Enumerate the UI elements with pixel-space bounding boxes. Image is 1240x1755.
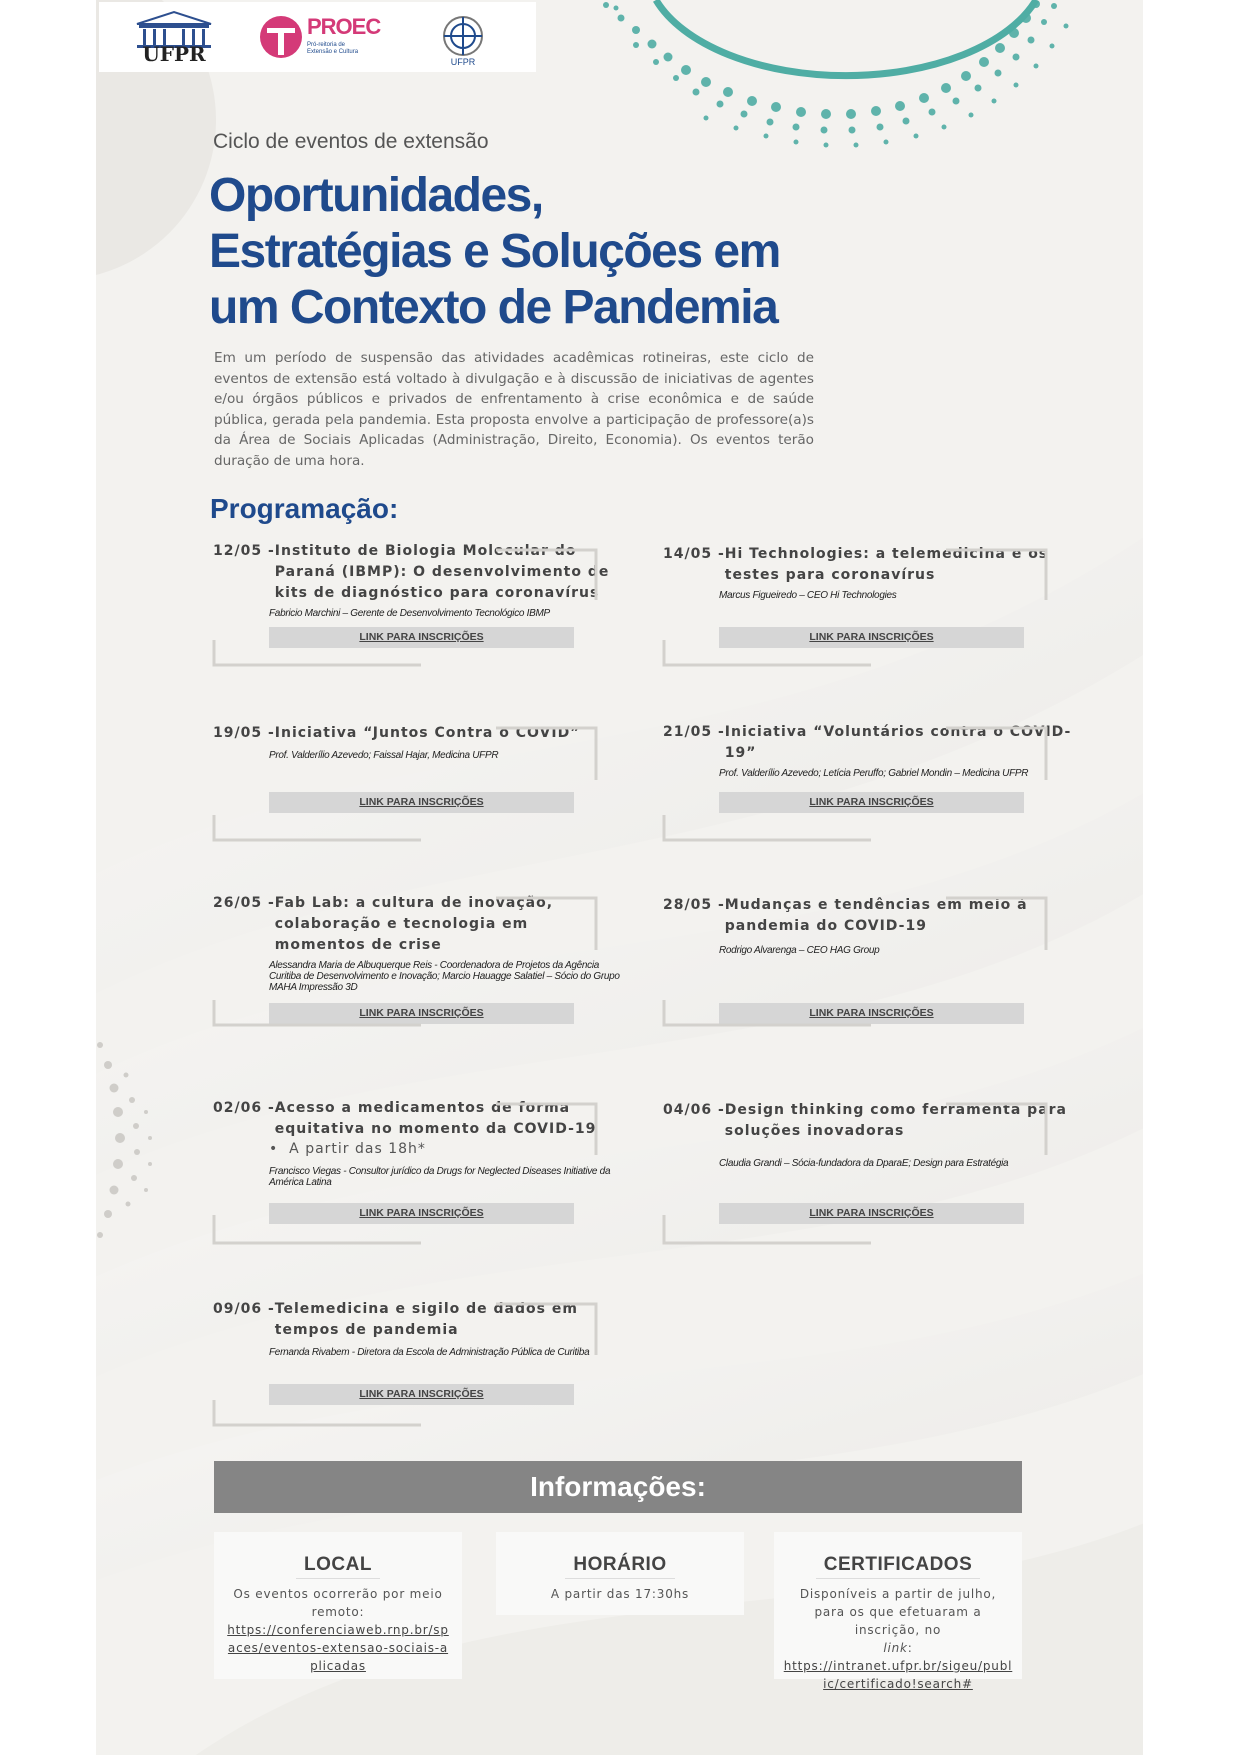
info-card-horario xyxy=(496,1532,744,1615)
event-item xyxy=(663,544,1073,644)
event-item xyxy=(663,1100,1093,1230)
registration-link[interactable]: LINK PARA INSCRIÇÕES xyxy=(269,1384,574,1405)
event-item xyxy=(213,893,623,1023)
registration-link[interactable]: LINK PARA INSCRIÇÕES xyxy=(269,1003,574,1024)
ufpr-seal-text: UFPR xyxy=(450,57,476,67)
registration-link[interactable]: LINK PARA INSCRIÇÕES xyxy=(719,1203,1024,1224)
event-date: 04/06 - xyxy=(663,1102,725,1118)
event-speakers: Prof. Valderílio Azevedo; Letícia Peruffo; Gabriel Mondin – Medicina UFPR xyxy=(719,768,1029,779)
title-line: Estratégias e Soluções em xyxy=(209,225,780,278)
info-card-text: A partir das 17:30hs xyxy=(550,1587,690,1601)
info-card-text: Os eventos ocorrerão por meio remoto: xyxy=(233,1587,443,1619)
info-card-heading: CERTIFICADOS xyxy=(816,1554,981,1579)
intro-paragraph: Em um período de suspensão das atividades acadêmicas rotineiras, este ciclo de eventos de extensão está voltado à divulgação e à discussão de iniciativas de agentes e/ou órgãos públicos e privados de enfrentamento à crise econômica e de saúde pública, gerada pela pandemia. Esta proposta envolve a participação de professore(a)s da Área de Sociais Aplicadas (Administração, Direito, Economia). Os eventos terão duração de uma hora. xyxy=(214,350,814,469)
event-title: Fab Lab: a cultura de inovação, colaboração e tecnologia em momentos de crise xyxy=(274,895,554,953)
info-card-heading: LOCAL xyxy=(296,1554,380,1579)
ufpr-logo-text: UFPR xyxy=(142,42,206,66)
registration-link[interactable]: LINK PARA INSCRIÇÕES xyxy=(269,627,574,648)
title-line: um Contexto de Pandemia xyxy=(209,281,778,334)
event-date: 12/05 - xyxy=(213,543,275,559)
registration-link[interactable]: LINK PARA INSCRIÇÕES xyxy=(269,792,574,813)
bullet-dot: • xyxy=(269,1141,290,1157)
registration-link[interactable]: LINK PARA INSCRIÇÕES xyxy=(719,627,1024,648)
logos-bar xyxy=(99,2,536,72)
registration-link[interactable]: LINK PARA INSCRIÇÕES xyxy=(269,1203,574,1224)
event-item xyxy=(663,722,1093,812)
registration-link[interactable]: LINK PARA INSCRIÇÕES xyxy=(719,792,1024,813)
series-kicker: Ciclo de eventos de extensão xyxy=(213,130,489,153)
registration-link[interactable]: LINK PARA INSCRIÇÕES xyxy=(719,1003,1024,1024)
event-date: 19/05 - xyxy=(213,725,275,741)
info-card-local xyxy=(214,1532,462,1679)
event-speakers: Claudia Grandi – Sócia-fundadora da DparaE; Design para Estratégia xyxy=(719,1158,1009,1169)
info-card-text: Disponíveis a partir de julho, para os que efetuaram a inscrição, no xyxy=(799,1587,997,1637)
title-line: Oportunidades, xyxy=(209,169,543,222)
certificate-link[interactable]: https://intranet.ufpr.br/sigeu/public/certificado!search# xyxy=(783,1659,1013,1691)
event-item xyxy=(213,723,623,813)
event-title: Acesso a medicamentos de forma equitativa no momento da COVID-19 xyxy=(274,1100,597,1137)
event-date: 09/06 - xyxy=(213,1301,275,1317)
programacao-heading: Programação: xyxy=(210,493,399,524)
event-item xyxy=(213,1299,623,1409)
event-date: 02/06 - xyxy=(213,1100,275,1116)
teal-arc xyxy=(656,0,1036,76)
event-date: 21/05 - xyxy=(663,724,725,740)
page-title xyxy=(209,168,849,336)
event-title: Design thinking como ferramenta para soluções inovadoras xyxy=(724,1102,1067,1139)
event-speakers: Marcus Figueiredo – CEO Hi Technologies xyxy=(719,590,897,601)
event-date: 28/05 - xyxy=(663,897,725,913)
event-date: 14/05 - xyxy=(663,546,725,562)
event-speakers: Fabricio Marchini – Gerente de Desenvolvimento Tecnológico IBMP xyxy=(269,608,550,619)
event-title: Hi Technologies: a telemedicina e os testes para coronavírus xyxy=(724,546,1049,583)
proec-logo-text: PROEC xyxy=(307,14,381,39)
event-item xyxy=(213,1098,623,1228)
event-speakers: Alessandra Maria de Albuquerque Reis - Coordenadora de Projetos da Agência Curitiba de Desenvolvimento e Inovação; Marcio Hauagge Salatiel – Sócio do Grupo MAHA Impressão 3D xyxy=(269,960,620,993)
info-heading-bar: Informações: xyxy=(214,1461,1022,1513)
event-speakers: Prof. Valderílio Azevedo; Faissal Hajar, Medicina UFPR xyxy=(269,750,499,761)
info-card-certificados: CERTIFICADOS Disponíveis a partir de julho, para os que efetuaram a inscrição, no link: https://intranet.ufpr.br/sigeu/public/certificado!search# xyxy=(774,1532,1022,1679)
event-title: Iniciativa “Juntos Contra o COVID” xyxy=(274,725,581,741)
event-title: Mudanças e tendências em meio à pandemia do COVID-19 xyxy=(724,897,1028,934)
event-note-text: A partir das 18h* xyxy=(289,1141,426,1157)
link-word: link xyxy=(883,1641,908,1655)
event-item xyxy=(663,895,1073,1025)
event-note xyxy=(269,1141,623,1157)
event-title: Telemedicina e sigilo de dados em tempos de pandemia xyxy=(274,1301,578,1338)
event-title: Instituto de Biologia Molecular do Paraná (IBMP): O desenvolvimento de kits de diagnóstico para coronavírus xyxy=(274,543,610,601)
proec-logo-subtitle: Pró-reitoria de Extensão e Cultura xyxy=(307,42,359,55)
event-speakers: Fernanda Rivabem - Diretora da Escola de Administração Pública de Curitiba xyxy=(269,1347,590,1358)
event-speakers: Francisco Viegas - Consultor jurídico da Drugs for Neglected Diseases Initiative da América Latina xyxy=(269,1166,611,1188)
event-date: 26/05 - xyxy=(213,895,275,911)
conference-link[interactable]: https://conferenciaweb.rnp.br/spaces/eventos-extensao-sociais-aplicadas xyxy=(227,1623,449,1673)
event-speakers: Rodrigo Alvarenga – CEO HAG Group xyxy=(719,945,880,956)
poster xyxy=(96,0,1143,1755)
info-card-heading: HORÁRIO xyxy=(565,1554,674,1579)
event-item xyxy=(213,541,623,641)
event-title: Iniciativa “Voluntários contra o COVID-19” xyxy=(724,724,1072,761)
